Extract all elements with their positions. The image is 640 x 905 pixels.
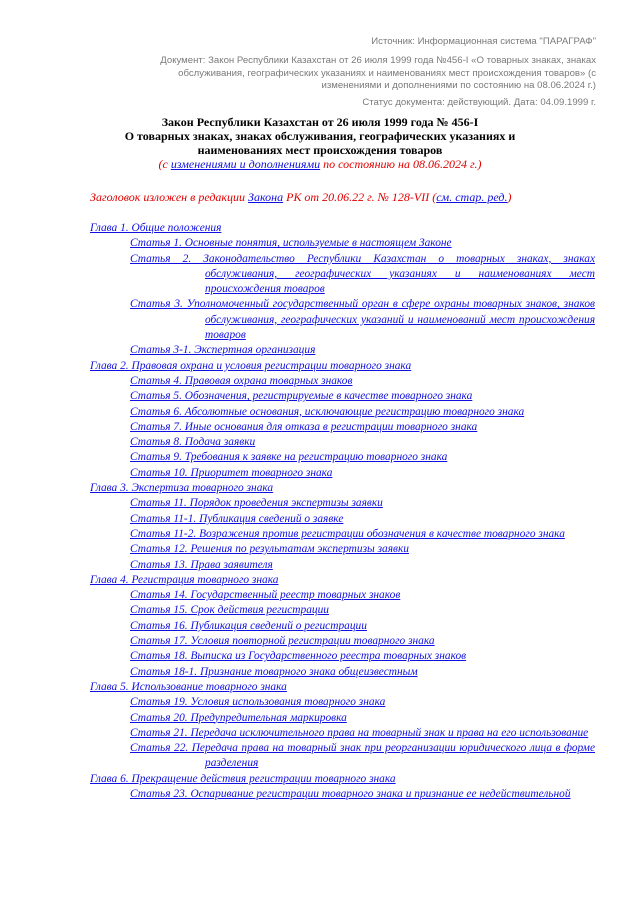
article-link[interactable]: Статья 3-1. Экспертная организация xyxy=(130,344,316,357)
toc-article xyxy=(130,619,595,634)
toc-article xyxy=(130,343,595,358)
article-link[interactable]: Статья 5. Обозначения, регистрируемые в качестве товарного знака xyxy=(130,390,473,403)
article-link[interactable]: Статья 20. Предупредительная маркировка xyxy=(130,711,347,724)
toc-article xyxy=(130,787,595,802)
article-link[interactable]: Статья 7. Иные основания для отказа в регистрации товарного знака xyxy=(130,420,478,433)
toc-article xyxy=(130,466,595,481)
title-line: О товарных знаках, знаках обслуживания, географических указаниях и xyxy=(124,129,516,143)
chapter-link[interactable]: Глава 4. Регистрация товарного знака xyxy=(90,573,279,586)
toc-article xyxy=(130,542,595,557)
toc-article xyxy=(130,649,595,664)
toc-article xyxy=(90,527,595,542)
toc-article xyxy=(130,603,595,618)
document-info-line: обслуживания, географических указаниях и наименованиях мест происхождения товаров» (с xyxy=(178,67,596,79)
toc-article xyxy=(130,405,595,420)
note-text: Заголовок изложен в редакции xyxy=(90,190,249,204)
source-line: Источник: Информационная система "ПАРАГРАФ" xyxy=(371,36,596,47)
chapter-link[interactable]: Глава 2. Правовая охрана и условия регистрации товарного знака xyxy=(90,359,412,372)
chapter-link[interactable]: Глава 1. Общие положения xyxy=(90,222,222,234)
article-link[interactable]: Статья 21. Передача исключительного права на товарный знак и права на его использование xyxy=(130,726,589,739)
document-info-line: изменениями и дополнениями по состоянию на 08.06.2024 г.) xyxy=(321,80,596,91)
amendments-link[interactable]: изменениями и дополнениями xyxy=(170,157,321,171)
article-link[interactable]: Статья 3. Уполномоченный государственный орган в сфере охраны товарных знаков, знаков обслуживания, географических указаний и наименований мест происхождения товаров xyxy=(130,298,595,342)
article-link[interactable]: Статья 11-2. Возражения против регистрации обозначения в качестве товарного знака xyxy=(130,527,565,540)
article-link[interactable]: Статья 22. Передача права на товарный знак при реорганизации юридического лица в форме разделения xyxy=(130,742,595,770)
toc-chapter xyxy=(90,680,595,695)
article-link[interactable]: Статья 1. Основные понятия, используемые в настоящем Законе xyxy=(130,237,452,250)
article-link[interactable]: Статья 10. Приоритет товарного знака xyxy=(130,466,333,479)
amendment-note xyxy=(60,157,580,171)
note-text: ) xyxy=(507,190,512,204)
article-link[interactable]: Статья 2. Законодательство Республики Казахстан о товарных знаках, знаках обслуживания, географических указаниях и наименованиях мест происхождения товаров xyxy=(130,252,595,296)
article-link[interactable]: Статья 9. Требования к заявке на регистрацию товарного знака xyxy=(130,451,448,464)
article-link[interactable]: Статья 6. Абсолютные основания, исключающие регистрацию товарного знака xyxy=(130,405,525,418)
toc-article xyxy=(130,711,595,726)
article-link[interactable]: Статья 8. Подача заявки xyxy=(130,436,256,449)
toc-article xyxy=(130,496,595,511)
toc-chapter xyxy=(90,221,595,236)
article-link[interactable]: Статья 12. Решения по результатам экспертизы заявки xyxy=(130,543,409,556)
toc-article xyxy=(130,726,595,741)
title-line: наименованиях мест происхождения товаров xyxy=(197,143,443,157)
table-of-contents xyxy=(90,221,595,802)
toc-article xyxy=(130,374,595,389)
toc-article xyxy=(130,665,595,680)
toc-article xyxy=(130,450,595,465)
title-edition-note xyxy=(90,190,511,205)
chapter-link[interactable]: Глава 6. Прекращение действия регистрации товарного знака xyxy=(90,772,396,785)
article-link[interactable]: Статья 18. Выписка из Государственного реестра товарных знаков xyxy=(130,650,467,663)
article-link[interactable]: Статья 11-1. Публикация сведений о заявке xyxy=(130,512,344,525)
article-link[interactable]: Статья 23. Оспаривание регистрации товарного знака и признание ее недействительной xyxy=(130,787,571,800)
chapter-link[interactable]: Глава 3. Экспертиза товарного знака xyxy=(90,482,274,495)
chapter-link[interactable]: Глава 5. Использование товарного знака xyxy=(90,680,287,693)
toc-chapter xyxy=(90,481,595,496)
toc-article xyxy=(130,435,595,450)
document-status: Статус документа: действующий. Дата: 04.09.1999 г. xyxy=(362,97,596,108)
toc-chapter xyxy=(90,772,595,787)
article-link[interactable]: Статья 11. Порядок проведения экспертизы заявки xyxy=(130,497,383,510)
toc-article xyxy=(130,588,595,603)
title-line: Закон Республики Казахстан от 26 июля 1999 года № 456-I xyxy=(161,115,479,129)
note-text: РК от 20.06.22 г. № 128-VII ( xyxy=(283,190,437,204)
document-info-line: Документ: Закон Республики Казахстан от 26 июля 1999 года №456-I «О товарных знаках, знаках xyxy=(160,55,596,66)
article-link[interactable]: Статья 13. Права заявителя xyxy=(130,558,273,571)
toc-article xyxy=(130,512,595,527)
toc-article xyxy=(130,297,595,343)
document-info xyxy=(96,55,596,93)
toc-chapter xyxy=(90,573,595,588)
toc-article xyxy=(130,252,595,298)
toc-article xyxy=(130,634,595,649)
article-link[interactable]: Статья 15. Срок действия регистрации xyxy=(130,604,329,617)
law-link[interactable]: Закона xyxy=(248,190,284,204)
toc-article xyxy=(130,741,595,772)
article-link[interactable]: Статья 17. Условия повторной регистрации товарного знака xyxy=(130,635,435,648)
toc-article xyxy=(130,236,595,251)
article-link[interactable]: Статья 16. Публикация сведений о регистрации xyxy=(130,619,367,632)
article-link[interactable]: Статья 4. Правовая охрана товарных знаков xyxy=(130,374,353,387)
old-edition-link[interactable]: см. стар. ред. xyxy=(436,190,508,204)
amendment-text: по состоянию на 08.06.2024 г.) xyxy=(320,157,482,171)
document-title xyxy=(60,115,580,171)
article-link[interactable]: Статья 18-1. Признание товарного знака общеизвестным xyxy=(130,665,418,678)
article-link[interactable]: Статья 14. Государственный реестр товарных знаков xyxy=(130,589,401,602)
toc-article xyxy=(130,389,595,404)
toc-article xyxy=(130,695,595,710)
toc-article xyxy=(130,558,595,573)
toc-article xyxy=(130,420,595,435)
article-link[interactable]: Статья 19. Условия использования товарного знака xyxy=(130,696,386,709)
toc-chapter xyxy=(90,359,595,374)
amendment-text: (с xyxy=(158,157,171,171)
